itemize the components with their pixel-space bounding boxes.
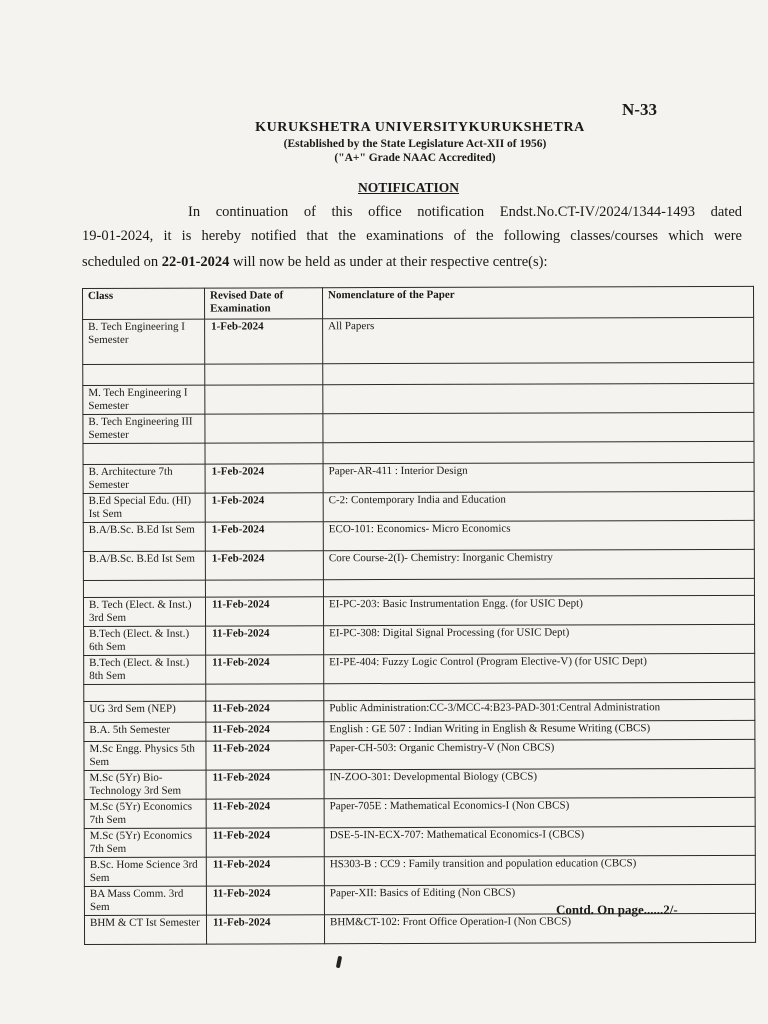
table-row xyxy=(84,826,755,857)
paper-cell xyxy=(323,412,754,442)
table-row xyxy=(83,578,754,597)
date-cell xyxy=(205,443,323,464)
table-row xyxy=(84,855,755,886)
table-row xyxy=(83,595,754,626)
table-body xyxy=(83,317,756,944)
class-cell: B.A/B.Sc. B.Ed Ist Sem xyxy=(83,551,205,580)
date-cell: 11-Feb-2024 xyxy=(206,655,324,684)
class-cell: B.Tech (Elect. & Inst.) 8th Sem xyxy=(84,655,206,684)
table-row xyxy=(83,362,754,385)
date-cell: 1-Feb-2024 xyxy=(205,464,323,493)
table-row xyxy=(83,441,754,464)
header-class: Class xyxy=(83,288,205,319)
line3-prefix: scheduled on xyxy=(82,254,162,270)
class-cell: BA Mass Comm. 3rd Sem xyxy=(84,886,206,915)
paper-cell xyxy=(323,362,754,384)
paper-cell: IN-ZOO-301: Developmental Biology (CBCS) xyxy=(324,768,755,798)
paper-cell: EI-PE-404: Fuzzy Logic Control (Program Elective-V) (for USIC Dept) xyxy=(324,653,755,683)
date-cell: 1-Feb-2024 xyxy=(205,551,323,580)
class-cell: B. Tech (Elect. & Inst.) 3rd Sem xyxy=(83,597,205,626)
table-row xyxy=(84,653,755,684)
class-cell: B. Architecture 7th Semester xyxy=(83,464,205,493)
date-cell: 11-Feb-2024 xyxy=(206,770,324,799)
header-paper: Nomenclature of the Paper xyxy=(323,286,754,318)
class-cell: B.A. 5th Semester xyxy=(84,722,206,741)
established-line: (Established by the State Legislature Act-XII of 1956) xyxy=(283,138,547,150)
date-cell: 11-Feb-2024 xyxy=(206,915,324,944)
table-row xyxy=(83,520,754,551)
paper-cell: DSE-5-IN-ECX-707: Mathematical Economics-I (CBCS) xyxy=(324,826,755,856)
table-row xyxy=(83,317,754,364)
class-cell: B.Ed Special Edu. (HI) Ist Sem xyxy=(83,493,205,522)
class-cell: BHM & CT Ist Semester xyxy=(84,915,206,944)
accreditation-line: ("A+" Grade NAAC Accredited) xyxy=(334,152,496,164)
class-cell: M.Sc Engg. Physics 5th Sem xyxy=(84,741,206,770)
notification-line-1: In continuation of this office notification Endst.No.CT-IV/2024/1344-1493 dated xyxy=(188,204,742,220)
paper-cell: Paper-CH-503: Organic Chemistry-V (Non CBCS) xyxy=(324,739,755,769)
paper-cell: Paper-XII: Basics of Editing (Non CBCS) xyxy=(324,884,755,914)
date-cell: 11-Feb-2024 xyxy=(206,741,324,770)
class-cell xyxy=(83,364,205,385)
date-cell xyxy=(205,414,323,443)
paper-cell: Paper-AR-411 : Interior Design xyxy=(323,462,754,492)
table-row xyxy=(83,383,754,414)
class-cell: B.Tech (Elect. & Inst.) 6th Sem xyxy=(84,626,206,655)
date-cell: 11-Feb-2024 xyxy=(206,886,324,915)
notification-line-3 xyxy=(82,253,742,272)
date-cell: 11-Feb-2024 xyxy=(206,857,324,886)
class-cell: M.Sc (5Yr) Economics 7th Sem xyxy=(84,799,206,828)
line3-suffix: will now be held as under at their respective centre(s): xyxy=(229,254,548,270)
ink-mark xyxy=(336,956,342,969)
table-row xyxy=(84,720,755,741)
date-cell: 11-Feb-2024 xyxy=(206,722,324,741)
class-cell: M.Sc (5Yr) Economics 7th Sem xyxy=(84,828,206,857)
paper-cell xyxy=(324,682,755,700)
date-cell: 11-Feb-2024 xyxy=(206,828,324,857)
table-row xyxy=(83,412,754,443)
table-row xyxy=(83,491,754,522)
class-cell xyxy=(83,580,205,597)
date-cell: 11-Feb-2024 xyxy=(206,799,324,828)
class-cell: B. Tech Engineering III Semester xyxy=(83,414,205,443)
table-header-row xyxy=(83,286,754,319)
table-row xyxy=(84,699,755,722)
class-cell xyxy=(84,684,206,701)
date-cell: 11-Feb-2024 xyxy=(205,597,323,626)
paper-cell: Public Administration:CC-3/MCC-4:B23-PAD-301:Central Administration xyxy=(324,699,755,721)
continued-note: Contd. On page......2/- xyxy=(556,902,678,917)
class-cell xyxy=(83,443,205,464)
table-row xyxy=(84,797,755,828)
date-cell: 1-Feb-2024 xyxy=(205,319,323,364)
table-row xyxy=(84,682,755,701)
notification-heading: NOTIFICATION xyxy=(358,180,460,195)
paper-cell: Paper-705E : Mathematical Economics-I (Non CBCS) xyxy=(324,797,755,827)
paper-cell: EI-PC-308: Digital Signal Processing (for USIC Dept) xyxy=(324,624,755,654)
university-name: KURUKSHETRA UNIVERSITYKURUKSHETRA xyxy=(255,120,585,135)
class-cell: B. Tech Engineering I Semester xyxy=(83,319,205,364)
table-row xyxy=(84,768,755,799)
paper-cell: English : GE 507 : Indian Writing in English & Resume Writing (CBCS) xyxy=(324,720,755,740)
paper-cell xyxy=(323,578,754,596)
class-cell: B.Sc. Home Science 3rd Sem xyxy=(84,857,206,886)
table-row xyxy=(84,624,755,655)
date-cell: 1-Feb-2024 xyxy=(205,522,323,551)
class-cell: M.Sc (5Yr) Bio-Technology 3rd Sem xyxy=(84,770,206,799)
paper-cell: BHM&CT-102: Front Office Operation-I (Non CBCS) xyxy=(324,913,755,943)
class-cell: B.A/B.Sc. B.Ed Ist Sem xyxy=(83,522,205,551)
date-cell: 11-Feb-2024 xyxy=(206,701,324,722)
paper-cell: All Papers xyxy=(323,317,754,363)
class-cell: UG 3rd Sem (NEP) xyxy=(84,701,206,722)
table-row xyxy=(84,913,755,944)
header-revised-date: Revised Date of Examination xyxy=(205,288,323,319)
paper-cell: Core Course-2(I)- Chemistry: Inorganic Chemistry xyxy=(323,549,754,579)
paper-cell xyxy=(323,383,754,413)
scheduled-date: 22-01-2024 xyxy=(161,254,230,270)
date-cell: 1-Feb-2024 xyxy=(205,493,323,522)
paper-cell: HS303-B : CC9 : Family transition and population education (CBCS) xyxy=(324,855,755,885)
paper-cell: EI-PC-203: Basic Instrumentation Engg. (for USIC Dept) xyxy=(323,595,754,625)
paper-cell: C-2: Contemporary India and Education xyxy=(323,491,754,521)
table-row xyxy=(83,549,754,580)
class-cell: M. Tech Engineering I Semester xyxy=(83,385,205,414)
page-number: N-33 xyxy=(622,100,657,119)
date-cell xyxy=(205,580,323,597)
date-cell xyxy=(205,364,323,385)
table-row xyxy=(84,739,755,770)
table-row xyxy=(83,462,754,493)
paper-cell: ECO-101: Economics- Micro Economics xyxy=(323,520,754,550)
paper-cell xyxy=(323,441,754,463)
notification-line-2: 19-01-2024, it is hereby notified that the examinations of the following classes/courses which were xyxy=(82,228,742,244)
date-cell: 11-Feb-2024 xyxy=(206,626,324,655)
exam-schedule-table xyxy=(82,286,756,945)
date-cell xyxy=(205,385,323,414)
date-cell xyxy=(206,684,324,701)
